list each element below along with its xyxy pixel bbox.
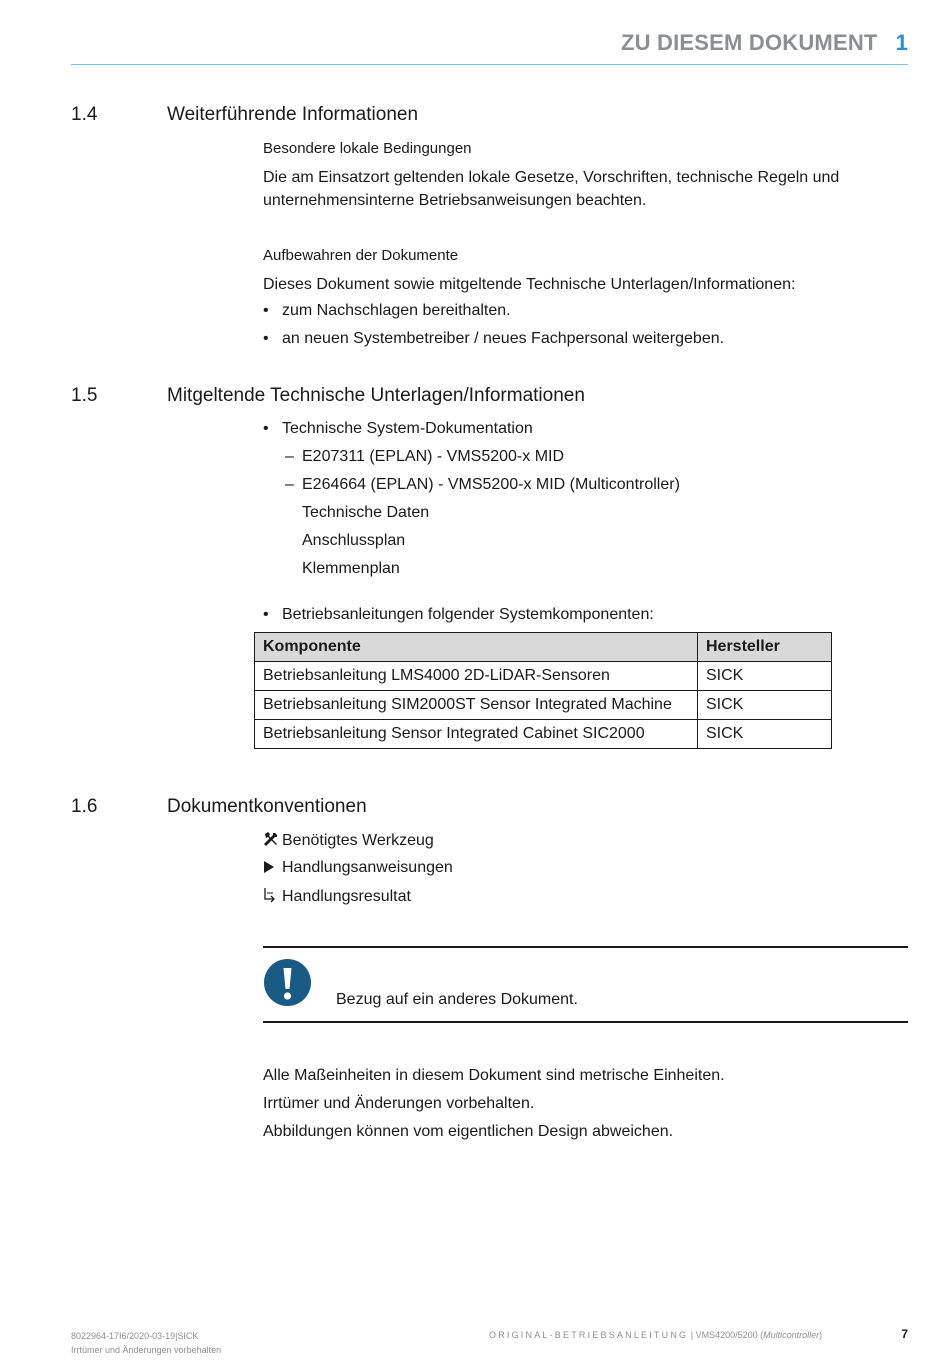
subheading-local-conditions: Besondere lokale Bedingungen <box>263 140 472 157</box>
closing-line: Irrtümer und Änderungen vorbehalten. <box>263 1095 535 1112</box>
list-item-label: E264664 (EPLAN) - VMS5200-x MID (Multicontroller) <box>302 476 680 493</box>
table-cell: Betriebsanleitung SIM2000ST Sensor Integrated Machine <box>255 691 698 720</box>
list-item <box>263 606 654 624</box>
section-title-1-5: Mitgeltende Technische Unterlagen/Informationen <box>167 385 585 406</box>
footer-document-info <box>71 1329 221 1357</box>
note-bottom-divider <box>263 1021 908 1023</box>
column-header: Hersteller <box>698 633 832 662</box>
note-text: Bezug auf ein anderes Dokument. <box>336 991 578 1008</box>
convention-label: Benötigtes Werkzeug <box>282 831 434 849</box>
section-title-1-6: Dokumentkonventionen <box>167 796 367 817</box>
convention-item <box>263 831 434 850</box>
components-table <box>254 632 832 749</box>
footer-product: | VMS4200/5200 ( <box>688 1330 764 1340</box>
table-cell: SICK <box>698 691 832 720</box>
list-item <box>285 476 680 494</box>
list-item-label: zum Nachschlagen bereithalten. <box>282 302 511 319</box>
triangle-right-icon <box>263 860 282 877</box>
note-top-divider <box>263 946 908 948</box>
page-header <box>621 30 908 56</box>
convention-label: Handlungsanweisungen <box>282 859 453 876</box>
bullet-icon: • <box>263 420 269 437</box>
section-number-1-5: 1.5 <box>71 385 98 406</box>
list-item: Klemmenplan <box>302 560 400 577</box>
chapter-number: 1 <box>895 30 908 55</box>
result-arrow-icon <box>263 887 282 906</box>
paragraph-store-intro: Dieses Dokument sowie mitgeltende Technische Unterlagen/Informationen: <box>263 276 796 293</box>
list-item <box>263 420 533 438</box>
footer-manual-label: ORIGINAL-BETRIEBSANLEITUNG <box>489 1330 689 1340</box>
convention-label: Handlungsresultat <box>282 887 411 905</box>
section-number-1-6: 1.6 <box>71 796 98 817</box>
closing-line: Abbildungen können vom eigentlichen Design abweichen. <box>263 1123 674 1140</box>
dash-icon: – <box>285 448 294 465</box>
exclamation-icon <box>264 959 311 1006</box>
table-row <box>255 720 832 749</box>
chapter-title: ZU DIESEM DOKUMENT <box>620 30 878 55</box>
bullet-icon: • <box>263 330 269 347</box>
section-title-1-4: Weiterführende Informationen <box>167 104 419 125</box>
footer-variant: Multicontroller <box>763 1330 820 1340</box>
table-cell: Betriebsanleitung Sensor Integrated Cabinet SIC2000 <box>255 720 698 749</box>
paragraph-line: unternehmensinterne Betriebsanweisungen beachten. <box>263 192 647 209</box>
list-item: Technische Daten <box>302 504 430 521</box>
closing-line: Alle Maßeinheiten in diesem Dokument sind metrische Einheiten. <box>263 1067 725 1084</box>
section-number-1-4: 1.4 <box>71 104 98 125</box>
table-cell: SICK <box>698 720 832 749</box>
header-divider <box>71 64 908 65</box>
footer-paren: ) <box>819 1330 823 1340</box>
footer-disclaimer: Irrtümer und Änderungen vorbehalten <box>71 1345 222 1355</box>
list-item-label: an neuen Systembetreiber / neues Fachpersonal weitergeben. <box>282 330 725 347</box>
list-item-label: E207311 (EPLAN) - VMS5200-x MID <box>302 448 565 465</box>
list-item <box>263 330 724 348</box>
table-cell: Betriebsanleitung LMS4000 2D-LiDAR-Sensoren <box>255 662 698 691</box>
tools-icon <box>263 831 282 850</box>
convention-item <box>263 859 453 877</box>
list-item-label: Betriebsanleitungen folgender Systemkomponenten: <box>282 606 654 623</box>
list-item <box>263 302 511 320</box>
subheading-store-documents: Aufbewahren der Dokumente <box>263 247 459 264</box>
table-cell: SICK <box>698 662 832 691</box>
bullet-icon: • <box>263 606 269 623</box>
paragraph-line: Die am Einsatzort geltenden lokale Gesetze, Vorschriften, technische Regeln und <box>263 169 840 186</box>
list-item: Anschlussplan <box>302 532 406 549</box>
list-item-label: Technische System-Dokumentation <box>282 420 533 437</box>
footer-doc-number: 8022964-17I6/2020-03-19|SICK <box>71 1331 199 1341</box>
convention-item <box>263 887 411 906</box>
page-number: 7 <box>901 1327 908 1341</box>
table-row <box>255 691 832 720</box>
table-header-row <box>255 633 832 662</box>
paragraph-local-conditions <box>263 166 903 212</box>
dash-icon: – <box>285 476 294 493</box>
bullet-icon: • <box>263 302 269 319</box>
table-row <box>255 662 832 691</box>
footer-manual-title <box>489 1330 822 1340</box>
list-item <box>285 448 564 466</box>
column-header: Komponente <box>255 633 698 662</box>
